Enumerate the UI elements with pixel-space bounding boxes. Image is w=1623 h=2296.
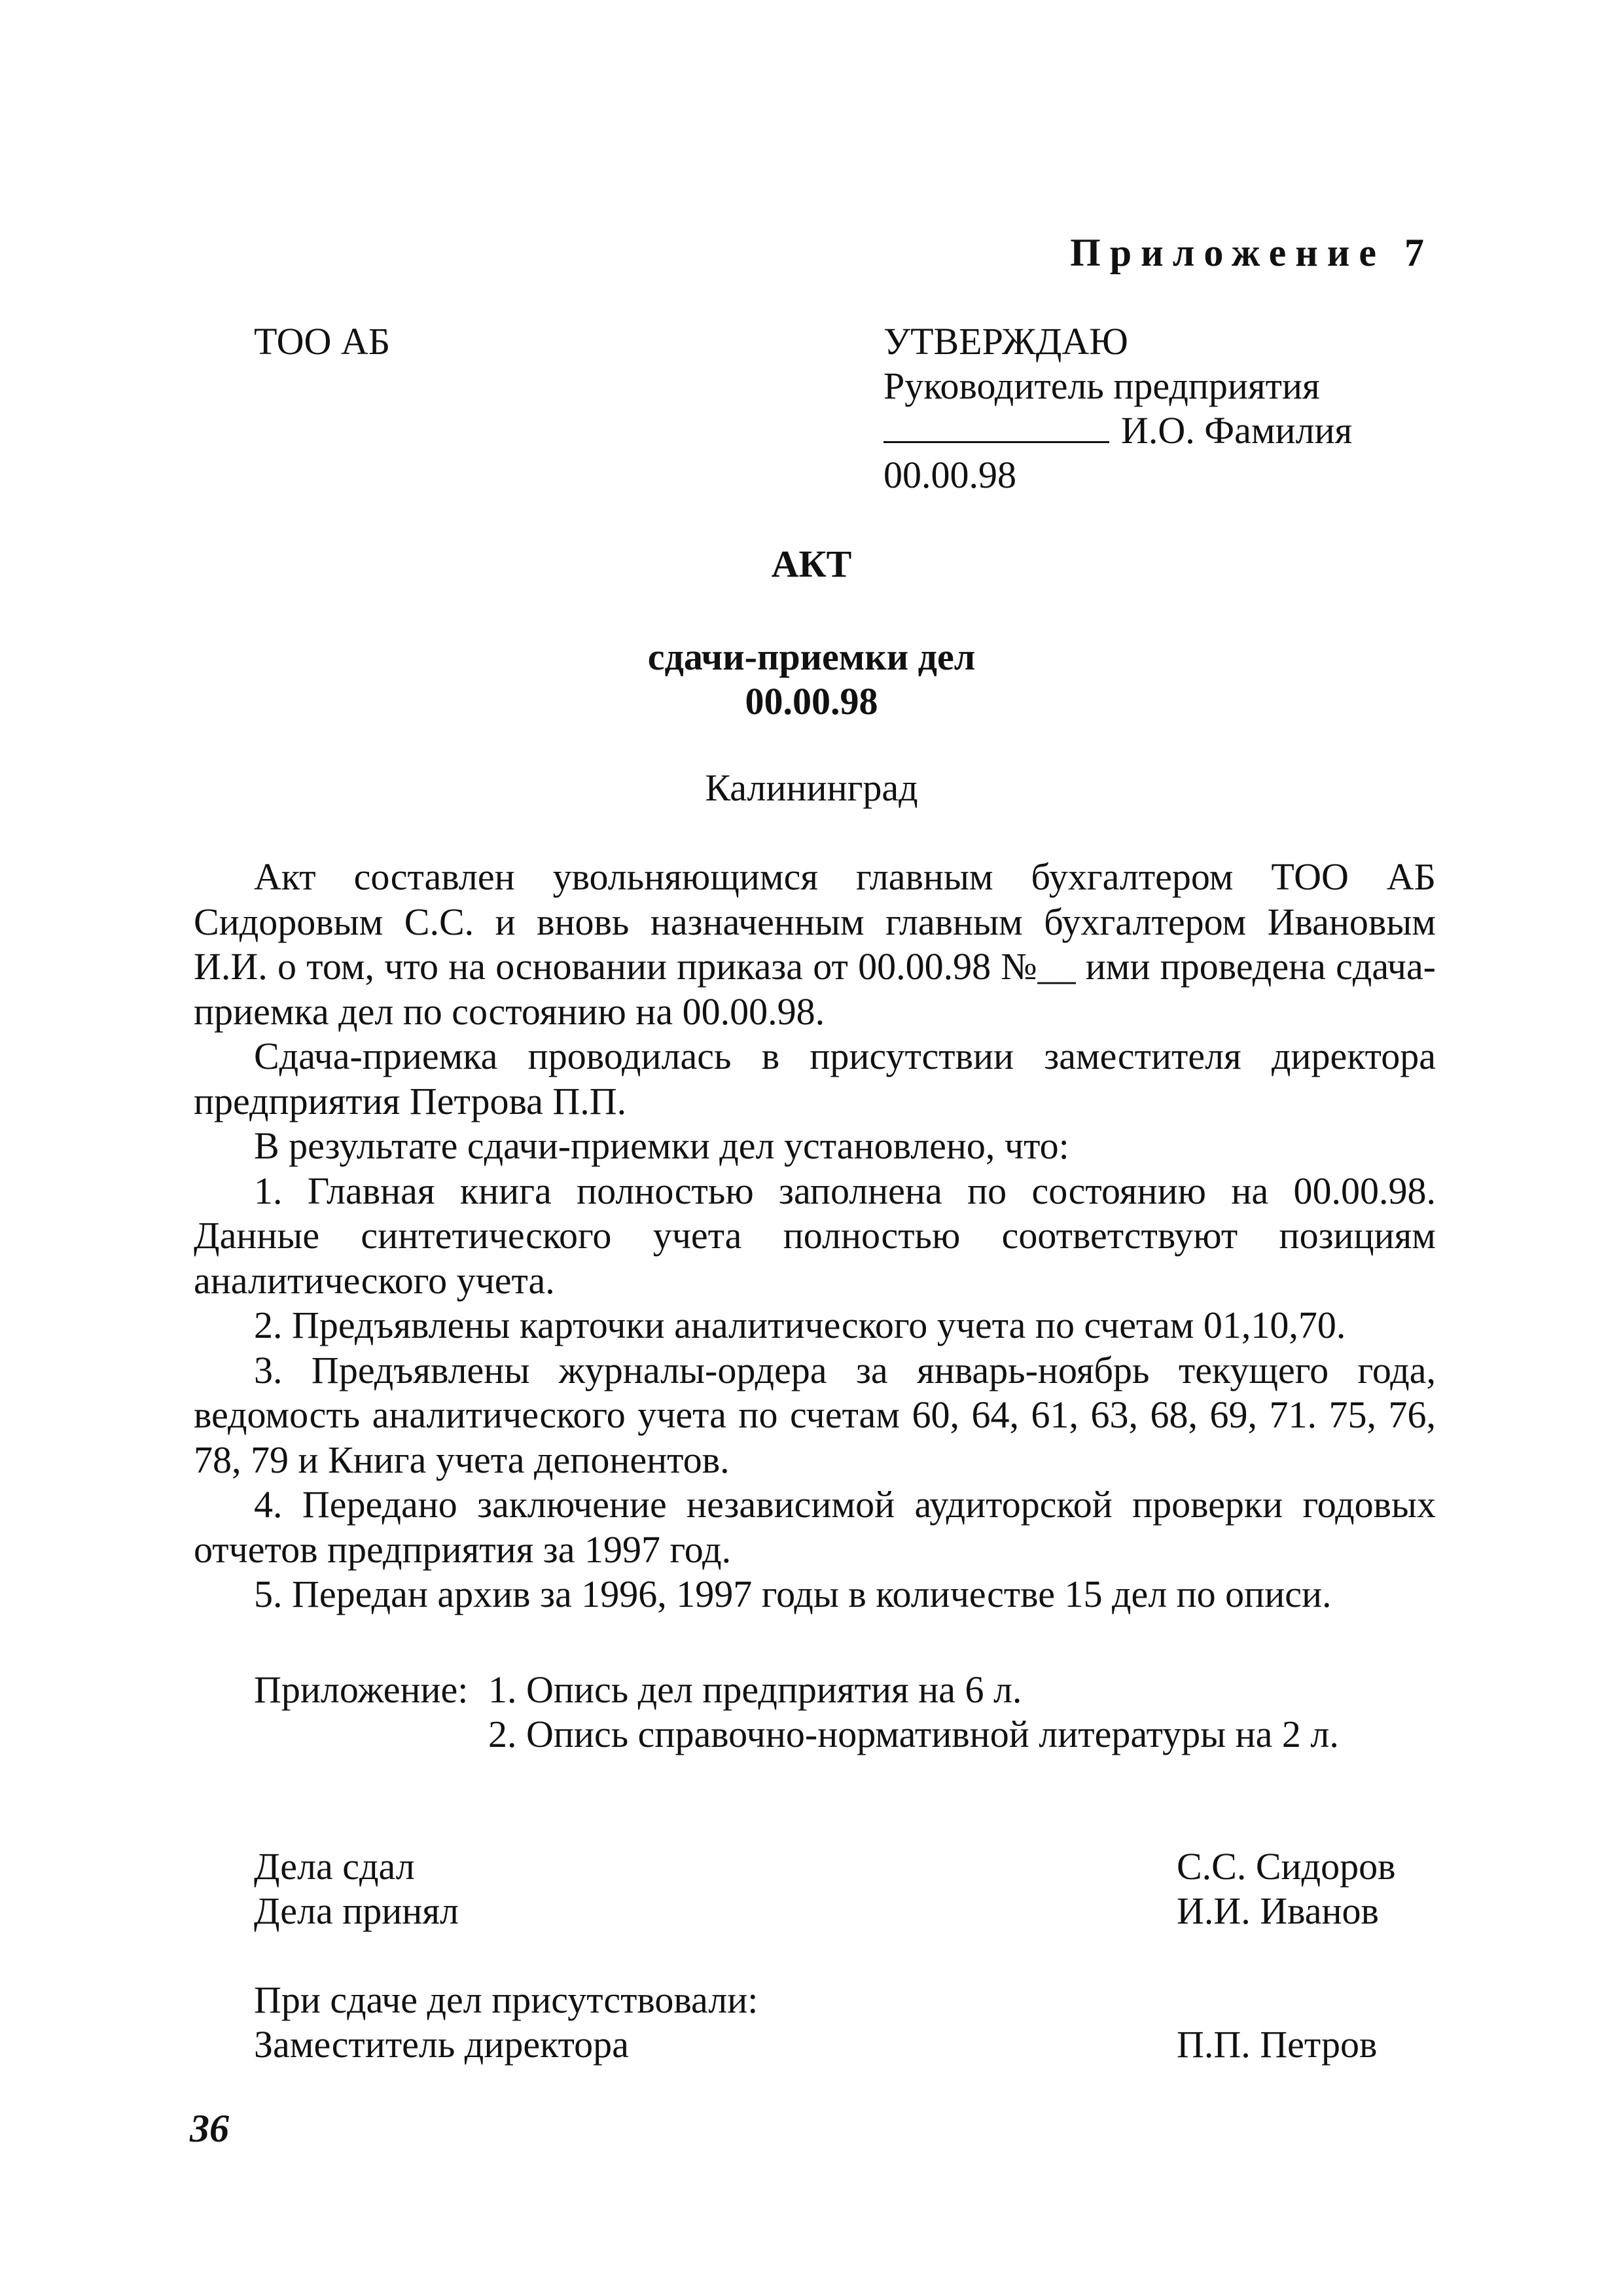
- approval-name: И.О. Фамилия: [1121, 409, 1353, 452]
- paragraph-item-3: 3. Предъявлены журналы-ордера за январь-ноябрь текущего года, ведомость аналитического учета по счетам 60, 64, 61, 63, 68, 69, 71. 75, 76, 78, 79 и Книга учета депонентов.: [194, 1348, 1436, 1481]
- appendix-label: Приложение 7: [1070, 231, 1433, 274]
- approval-block: [883, 319, 1352, 497]
- approval-position: Руководитель предприятия: [883, 365, 1320, 407]
- paragraph-item-2: 2. Предъявлены карточки аналитического учета по счетам 01,10,70.: [254, 1304, 1346, 1346]
- paragraph-result: В результате сдачи-приемки дел установлено, что:: [254, 1124, 1069, 1167]
- deputy-name: П.П. Петров: [1177, 2023, 1378, 2066]
- handed-over-label: Дела сдал: [254, 1845, 415, 1888]
- document-title: АКТ: [771, 543, 852, 585]
- deputy-label: Заместитель директора: [254, 2023, 629, 2066]
- accepted-name: И.И. Иванов: [1177, 1890, 1379, 1932]
- document-date: 00.00.98: [745, 680, 878, 723]
- attachment-item: 1. Опись дел предприятия на 6 л.: [488, 1668, 1022, 1711]
- approval-heading: УТВЕРЖДАЮ: [883, 320, 1128, 363]
- paragraph-item-5: 5. Передан архив за 1996, 1997 годы в количестве 15 дел по описи.: [254, 1573, 1332, 1615]
- paragraph-presence: Сдача-приемка проводилась в присутствии заместителя директора предприятия Петрова П.П.: [194, 1035, 1436, 1122]
- approval-date: 00.00.98: [883, 454, 1016, 496]
- paragraph-intro: Акт составлен увольняющимся главным бухгалтером ТОО АБ Сидоровым С.С. и вновь назначенным главным бухгалтером Ивановым И.И. о том, что на основании приказа от 00.00.98 №__ ими проведена сдача-приемка дел по состоянию на 00.00.98.: [194, 855, 1436, 1033]
- attachment-item: 2. Опись справочно-нормативной литературы на 2 л.: [488, 1713, 1339, 1755]
- paragraph-item-1: 1. Главная книга полностью заполнена по состоянию на 00.00.98. Данные синтетического учета полностью соответствуют позициям аналитического учета.: [194, 1169, 1436, 1302]
- city-name: Калининград: [705, 766, 918, 809]
- organization-name: ТОО АБ: [254, 320, 391, 363]
- document-subtitle-block: [0, 635, 1623, 724]
- page-number: 36: [190, 2107, 229, 2150]
- present-label: При сдаче дел присутствовали:: [254, 1979, 758, 2021]
- signature-line: [883, 408, 1109, 443]
- paragraph-item-4: 4. Передано заключение независимой аудиторской проверки годовых отчетов предприятия за 1997 год.: [194, 1483, 1436, 1571]
- document-subtitle: сдачи-приемки дел: [647, 636, 976, 678]
- attachments-list: [488, 1668, 1339, 1757]
- accepted-label: Дела принял: [254, 1890, 459, 1932]
- document-body: [194, 855, 1436, 1617]
- approval-signature-row: [883, 408, 1352, 453]
- attachments-block: [254, 1668, 1339, 1755]
- attachments-label: Приложение:: [254, 1668, 469, 1711]
- handed-over-name: С.С. Сидоров: [1177, 1845, 1396, 1888]
